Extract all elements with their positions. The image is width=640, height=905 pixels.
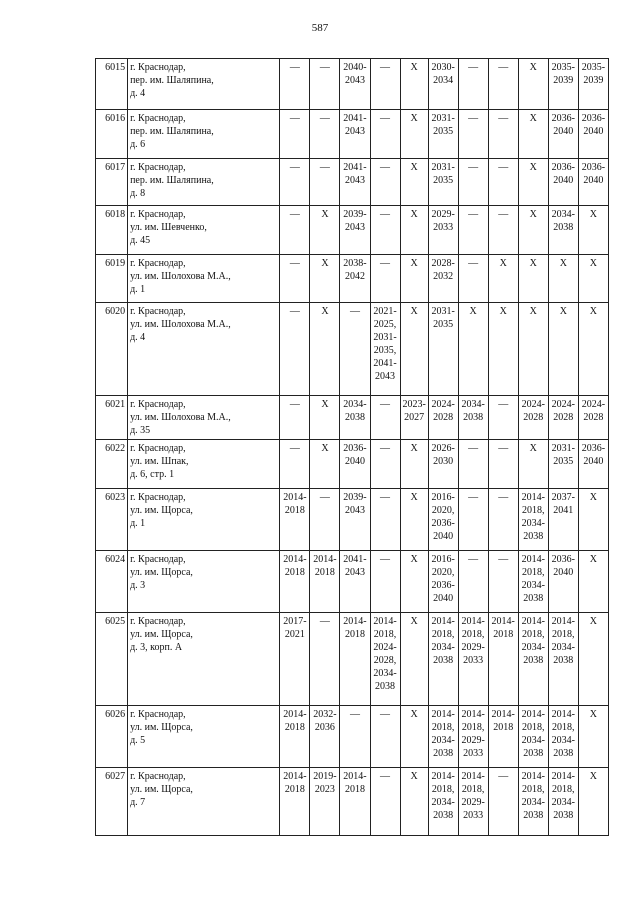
building-address: г. Краснодар, пер. им. Шаляпина, д. 6 [128, 110, 280, 159]
schedule-cell: 2014- 2018, 2034- 2038 [548, 768, 578, 836]
table-row [96, 59, 609, 110]
building-address: г. Краснодар, пер. им. Шаляпина, д. 8 [128, 159, 280, 206]
schedule-cell: — [310, 59, 340, 110]
table-row [96, 706, 609, 768]
row-number: 6022 [96, 440, 128, 489]
schedule-cell: X [310, 206, 340, 255]
schedule-cell: — [370, 768, 400, 836]
schedule-cell: — [340, 706, 370, 768]
schedule-cell: 2028- 2032 [428, 255, 458, 303]
table-row [96, 255, 609, 303]
schedule-cell: X [400, 303, 428, 396]
schedule-cell: — [280, 440, 310, 489]
schedule-cell: 2016- 2020, 2036- 2040 [428, 551, 458, 613]
schedule-cell: 2036- 2040 [578, 110, 608, 159]
schedule-cell: 2019- 2023 [310, 768, 340, 836]
schedule-cell: 2036- 2040 [548, 159, 578, 206]
schedule-cell: X [518, 59, 548, 110]
schedule-cell: 2036- 2040 [548, 110, 578, 159]
building-address: г. Краснодар, ул. им. Шолохова М.А., д. 35 [128, 396, 280, 440]
row-number: 6021 [96, 396, 128, 440]
schedule-cell: X [400, 551, 428, 613]
schedule-cell: 2016- 2020, 2036- 2040 [428, 489, 458, 551]
schedule-cell: — [370, 440, 400, 489]
row-number: 6019 [96, 255, 128, 303]
schedule-cell: — [458, 440, 488, 489]
row-number: 6020 [96, 303, 128, 396]
schedule-cell: 2014- 2018, 2029- 2033 [458, 706, 488, 768]
building-address: г. Краснодар, ул. им. Шолохова М.А., д. 4 [128, 303, 280, 396]
schedule-cell: 2034- 2038 [340, 396, 370, 440]
schedule-cell: 2014- 2018, 2034- 2038 [518, 768, 548, 836]
schedule-cell: — [280, 59, 310, 110]
building-address: г. Краснодар, ул. им. Щорса, д. 7 [128, 768, 280, 836]
building-address: г. Краснодар, ул. им. Шевченко, д. 45 [128, 206, 280, 255]
schedule-cell: — [370, 59, 400, 110]
schedule-cell: — [310, 613, 340, 706]
schedule-cell: 2034- 2038 [458, 396, 488, 440]
schedule-cell: 2037- 2041 [548, 489, 578, 551]
row-number: 6027 [96, 768, 128, 836]
table-row [96, 110, 609, 159]
schedule-cell: 2014- 2018, 2029- 2033 [458, 613, 488, 706]
schedule-cell: 2036- 2040 [578, 159, 608, 206]
schedule-cell: 2030- 2034 [428, 59, 458, 110]
schedule-cell: X [400, 59, 428, 110]
row-number: 6024 [96, 551, 128, 613]
schedule-cell: 2041- 2043 [340, 110, 370, 159]
table-row [96, 768, 609, 836]
schedule-cell: 2031- 2035 [548, 440, 578, 489]
schedule-cell: X [310, 396, 340, 440]
schedule-cell: X [400, 613, 428, 706]
schedule-cell: — [280, 110, 310, 159]
schedule-cell: X [578, 255, 608, 303]
schedule-cell: X [310, 303, 340, 396]
schedule-cell: — [488, 159, 518, 206]
schedule-cell: — [370, 396, 400, 440]
schedule-cell: 2035- 2039 [548, 59, 578, 110]
schedule-cell: — [458, 110, 488, 159]
schedule-cell: 2039- 2043 [340, 489, 370, 551]
page-number: 587 [311, 22, 329, 34]
schedule-cell: 2014- 2018 [488, 706, 518, 768]
building-address: г. Краснодар, ул. им. Щорса, д. 3, корп. А [128, 613, 280, 706]
schedule-cell: — [370, 255, 400, 303]
building-address: г. Краснодар, ул. им. Щорса, д. 3 [128, 551, 280, 613]
schedule-cell: X [518, 110, 548, 159]
schedule-cell: 2014- 2018, 2034- 2038 [518, 551, 548, 613]
schedule-cell: — [370, 159, 400, 206]
table-row [96, 613, 609, 706]
schedule-cell: X [578, 489, 608, 551]
table-row [96, 551, 609, 613]
schedule-cell: 2014- 2018, 2034- 2038 [548, 613, 578, 706]
schedule-cell: — [280, 159, 310, 206]
schedule-cell: 2021- 2025, 2031- 2035, 2041- 2043 [370, 303, 400, 396]
schedule-cell: 2014- 2018 [488, 613, 518, 706]
schedule-cell: 2031- 2035 [428, 159, 458, 206]
schedule-cell: X [578, 303, 608, 396]
schedule-cell: 2034- 2038 [548, 206, 578, 255]
row-number: 6026 [96, 706, 128, 768]
schedule-cell: X [518, 159, 548, 206]
schedule-cell: 2014- 2018 [280, 768, 310, 836]
schedule-cell: — [280, 206, 310, 255]
schedule-cell: X [518, 255, 548, 303]
row-number: 6023 [96, 489, 128, 551]
schedule-cell: 2036- 2040 [578, 440, 608, 489]
schedule-cell: — [280, 396, 310, 440]
schedule-cell: X [578, 613, 608, 706]
schedule-cell: — [458, 159, 488, 206]
schedule-cell: 2024- 2028 [518, 396, 548, 440]
schedule-cell: X [400, 440, 428, 489]
schedule-cell: X [488, 255, 518, 303]
schedule-cell: 2014- 2018 [280, 706, 310, 768]
table-row [96, 396, 609, 440]
schedule-cell: 2041- 2043 [340, 159, 370, 206]
row-number: 6015 [96, 59, 128, 110]
schedule-cell: 2014- 2018 [280, 551, 310, 613]
building-address: г. Краснодар, пер. им. Шаляпина, д. 4 [128, 59, 280, 110]
schedule-cell: X [400, 489, 428, 551]
schedule-cell: 2040- 2043 [340, 59, 370, 110]
schedule-cell: — [370, 206, 400, 255]
row-number: 6016 [96, 110, 128, 159]
schedule-cell: X [400, 159, 428, 206]
schedule-cell: 2014- 2018, 2034- 2038 [548, 706, 578, 768]
schedule-cell: X [310, 255, 340, 303]
table-row [96, 206, 609, 255]
schedule-cell: 2024- 2028 [548, 396, 578, 440]
schedule-cell: X [578, 551, 608, 613]
table-row [96, 303, 609, 396]
schedule-cell: 2036- 2040 [548, 551, 578, 613]
schedule-cell: 2026- 2030 [428, 440, 458, 489]
schedule-cell: 2041- 2043 [340, 551, 370, 613]
building-address: г. Краснодар, ул. им. Щорса, д. 1 [128, 489, 280, 551]
schedule-cell: — [488, 59, 518, 110]
schedule-cell: — [488, 768, 518, 836]
building-address: г. Краснодар, ул. им. Шолохова М.А., д. 1 [128, 255, 280, 303]
schedule-cell: 2032- 2036 [310, 706, 340, 768]
schedule-cell: 2014- 2018, 2024- 2028, 2034- 2038 [370, 613, 400, 706]
schedule-cell: — [458, 489, 488, 551]
schedule-cell: — [310, 159, 340, 206]
schedule-cell: — [488, 206, 518, 255]
schedule-cell: 2036- 2040 [340, 440, 370, 489]
schedule-cell: 2014- 2018, 2034- 2038 [518, 706, 548, 768]
schedule-cell: — [280, 255, 310, 303]
building-address: г. Краснодар, ул. им. Шпак, д. 6, стр. 1 [128, 440, 280, 489]
schedule-cell: X [488, 303, 518, 396]
schedule-cell: 2017- 2021 [280, 613, 310, 706]
schedule-cell: — [488, 440, 518, 489]
schedule-cell: 2014- 2018 [310, 551, 340, 613]
schedule-cell: X [548, 255, 578, 303]
schedule-cell: 2014- 2018, 2034- 2038 [518, 489, 548, 551]
schedule-cell: 2031- 2035 [428, 303, 458, 396]
schedule-cell: X [578, 768, 608, 836]
schedule-cell: 2014- 2018, 2029- 2033 [458, 768, 488, 836]
schedule-cell: — [340, 303, 370, 396]
schedule-cell: X [400, 110, 428, 159]
schedule-cell: — [370, 706, 400, 768]
table-row [96, 159, 609, 206]
schedule-cell: X [400, 768, 428, 836]
schedule-cell: X [400, 206, 428, 255]
schedule-cell: — [458, 206, 488, 255]
schedule-cell: 2023- 2027 [400, 396, 428, 440]
row-number: 6025 [96, 613, 128, 706]
row-number: 6017 [96, 159, 128, 206]
schedule-cell: — [310, 489, 340, 551]
schedule-cell: 2024- 2028 [578, 396, 608, 440]
schedule-cell: — [458, 551, 488, 613]
schedule-cell: X [458, 303, 488, 396]
table-row [96, 440, 609, 489]
schedule-cell: — [370, 489, 400, 551]
table-row [96, 489, 609, 551]
schedule-cell: 2014- 2018, 2034- 2038 [428, 613, 458, 706]
schedule-cell: 2014- 2018 [340, 613, 370, 706]
schedule-cell: X [518, 206, 548, 255]
schedule-cell: X [400, 255, 428, 303]
schedule-cell: 2038- 2042 [340, 255, 370, 303]
schedule-cell: — [458, 59, 488, 110]
schedule-cell: 2035- 2039 [578, 59, 608, 110]
schedule-cell: 2014- 2018 [280, 489, 310, 551]
row-number: 6018 [96, 206, 128, 255]
schedule-cell: X [578, 706, 608, 768]
schedule-cell: X [400, 706, 428, 768]
schedule-cell: — [370, 110, 400, 159]
building-address: г. Краснодар, ул. им. Щорса, д. 5 [128, 706, 280, 768]
schedule-cell: 2014- 2018 [340, 768, 370, 836]
schedule-cell: — [280, 303, 310, 396]
schedule-cell: 2014- 2018, 2034- 2038 [518, 613, 548, 706]
schedule-cell: — [310, 110, 340, 159]
schedule-cell: — [488, 489, 518, 551]
schedule-cell: 2039- 2043 [340, 206, 370, 255]
schedule-cell: X [548, 303, 578, 396]
schedule-cell: X [578, 206, 608, 255]
schedule-cell: — [488, 396, 518, 440]
schedule-cell: — [458, 255, 488, 303]
schedule-cell: — [370, 551, 400, 613]
schedule-cell: — [488, 110, 518, 159]
schedule-cell: X [518, 440, 548, 489]
repair-schedule-table [95, 58, 609, 836]
schedule-cell: 2014- 2018, 2034- 2038 [428, 706, 458, 768]
schedule-cell: 2014- 2018, 2034- 2038 [428, 768, 458, 836]
schedule-cell: 2031- 2035 [428, 110, 458, 159]
schedule-cell: X [310, 440, 340, 489]
schedule-cell: 2029- 2033 [428, 206, 458, 255]
schedule-cell: — [488, 551, 518, 613]
schedule-cell: 2024- 2028 [428, 396, 458, 440]
schedule-cell: X [518, 303, 548, 396]
